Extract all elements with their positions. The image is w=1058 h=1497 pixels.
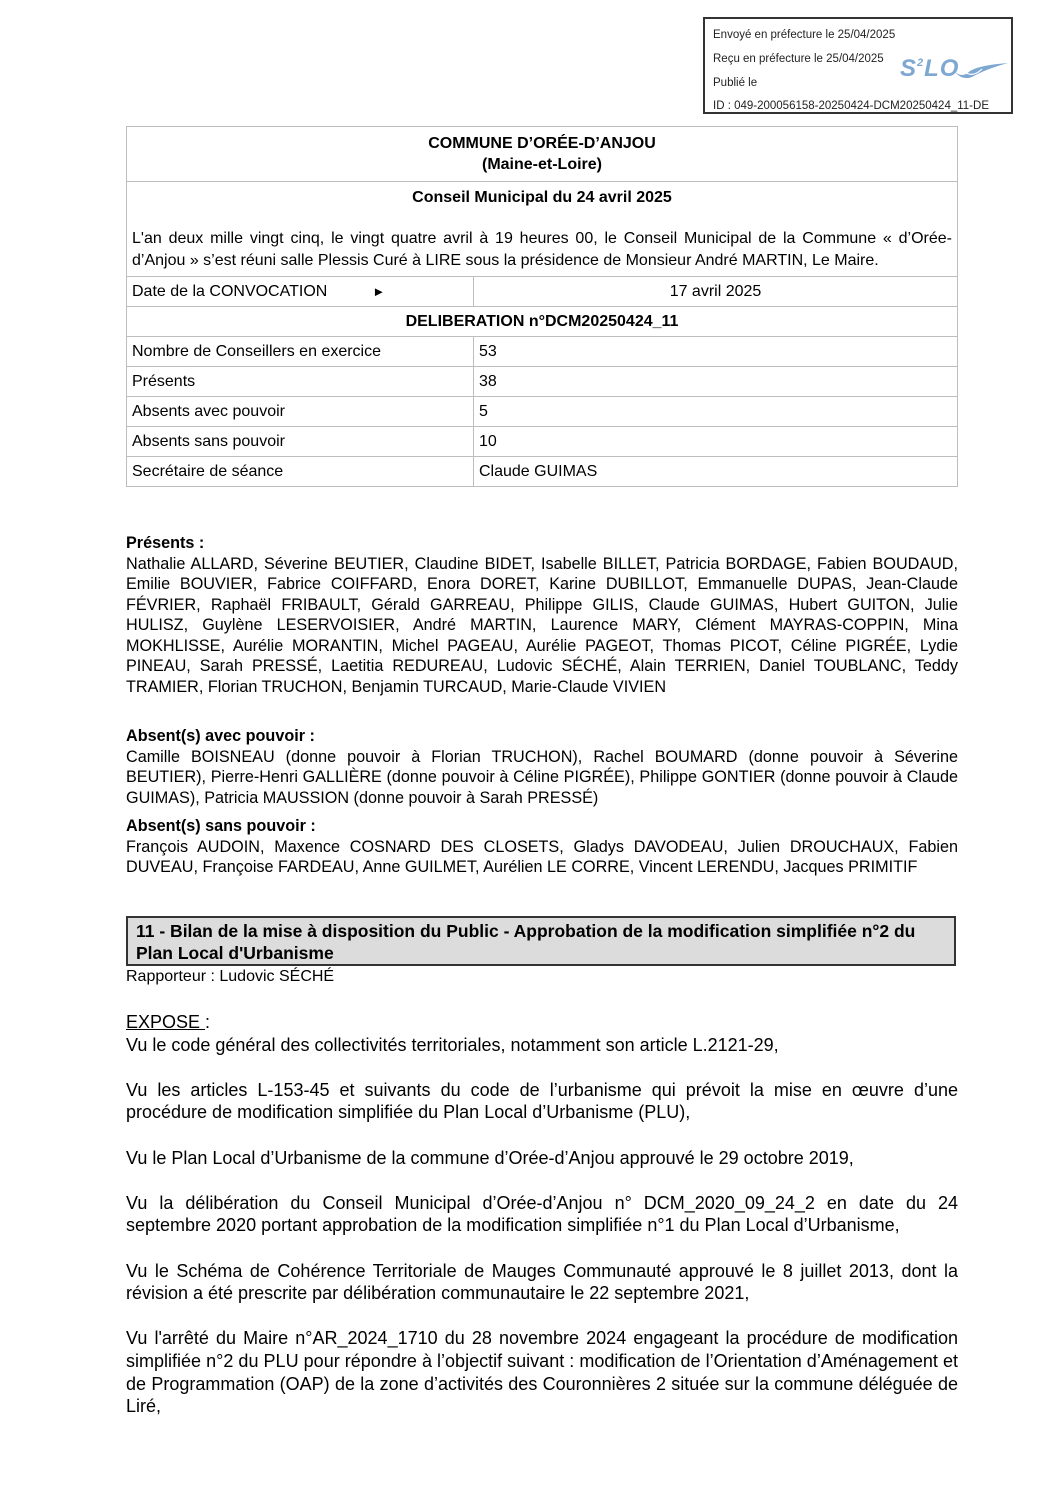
s2lo-logo-text: $S^2LO$ — [900, 55, 960, 82]
row-value: 38 — [474, 367, 958, 397]
absent-section — [126, 816, 958, 878]
department-name: (Maine-et-Loire) — [482, 156, 602, 173]
row-label: Présents — [127, 367, 474, 397]
absent-heading: Absent(s) sans pouvoir : — [126, 817, 316, 835]
present-heading: Présents : — [126, 534, 205, 552]
present-list: Nathalie ALLARD, Séverine BEUTIER, Claudine BIDET, Isabelle BILLET, Patricia BORDAGE, Fabien BOUDAUD, Emilie BOUVIER, Fabrice COIFFARD, Enora DORET, Karine DUBILLOT, Emmanuelle DUPAS, Jean-Claude FÉVRIER, Raphaël FRIBAULT, Gérald GARREAU, Philippe GILIS, Claude GUIMAS, Hubert GUITON, Julie HULISZ, Guylène LESERVOISIER, André MARTIN, Laurence MARY, Clément MAYRAS-COPPIN, Mina MOKHLISSE, Aurélie MORANTIN, Michel PAGEAU, Aurélie PAGEOT, Thomas PICOT, Céline PIGRÉE, Lydie PINEAU, Sarah PRESSÉ, Laetitia REDUREAU, Ludovic SÉCHÉ, Alain TERRIEN, Daniel TOUBLANC, Teddy TRAMIER, Florian TRUCHON, Benjamin TURCAUD, Marie-Claude VIVIEN — [126, 554, 958, 696]
present-section — [126, 533, 958, 697]
arrow-right-icon: ► — [372, 283, 386, 299]
deliberation-number: DELIBERATION n°DCM20250424_11 — [127, 307, 958, 337]
paragraph: Vu l'arrêté du Maire n°AR_2024_1710 du 28 novembre 2024 engageant la procédure de modification simplifiée n°2 du PLU pour répondre à l’objectif suivant : modification de l’Orientation d’Aménagement et de Programmation (OAP) de la zone d’activités des Couronnières 2 située sur la commune déléguée de Liré, — [126, 1328, 958, 1417]
paragraph: Vu la délibération du Conseil Municipal d’Orée-d’Anjou n° DCM_2020_09_24_2 en date du 24 septembre 2020 portant approbation de la modification simplifiée n°1 du Plan Local d’Urbanisme, — [126, 1192, 958, 1236]
paragraph: Vu les articles L-153-45 et suivants du code de l’urbanisme qui prévoit la mise en œuvre d’une procédure de modification simplifiée du Plan Local d’Urbanisme (PLU), — [126, 1079, 958, 1123]
council-title: Conseil Municipal du 24 avril 2025 — [127, 182, 958, 215]
expose-heading: EXPOSE : — [126, 1012, 211, 1032]
proxy-list: Camille BOISNEAU (donne pouvoir à Florian TRUCHON), Rachel BOUMARD (donne pouvoir à Séverine BEUTIER), Pierre-Henri GALLIÈRE (donne pouvoir à Céline PIGRÉE), Philippe GONTIER (donne pouvoir à Claude GUIMAS), Patricia MAUSSION (donne pouvoir à Sarah PRESSÉ) — [126, 747, 958, 807]
deliberation-header-table — [126, 126, 958, 487]
stamp-id: ID : 049-200056158-20250424-DCM20250424_11-DE — [713, 100, 989, 112]
convocation-label-cell — [127, 277, 474, 307]
paragraph: Vu le Plan Local d’Urbanisme de la commune d’Orée-d’Anjou approuvé le 29 octobre 2019, — [126, 1147, 854, 1168]
proxy-section — [126, 726, 958, 808]
s2lo-logo — [900, 55, 1010, 85]
stamp-received: Reçu en préfecture le 25/04/2025 — [713, 53, 884, 65]
row-value: 5 — [474, 397, 958, 427]
checkmark-swoosh-icon — [952, 61, 1010, 81]
stamp-sent: Envoyé en préfecture le 25/04/2025 — [713, 29, 896, 41]
table-row — [127, 397, 958, 427]
row-value: 53 — [474, 337, 958, 367]
stamp-published: Publié le — [713, 77, 758, 89]
agenda-item-title: 11 - Bilan de la mise à disposition du Public - Approbation de la modification simplifiée n°2 du Plan Local d'Urbanisme — [126, 916, 956, 966]
row-value: Claude GUIMAS — [474, 457, 958, 487]
row-label: Secrétaire de séance — [127, 457, 474, 487]
intro-paragraph: L'an deux mille vingt cinq, le vingt quatre avril à 19 heures 00, le Conseil Municipal de la Commune « d’Orée-d’Anjou » s’est réuni salle Plessis Curé à LIRE sous la présidence de Monsieur André MARTIN, Le Maire. — [127, 214, 958, 277]
row-label: Absents avec pouvoir — [127, 397, 474, 427]
rapporteur: Rapporteur : Ludovic SÉCHÉ — [126, 968, 335, 985]
commune-name: COMMUNE D’ORÉE-D’ANJOU — [428, 135, 656, 152]
table-row — [127, 367, 958, 397]
deliberation-body — [126, 1011, 958, 1440]
row-value: 10 — [474, 427, 958, 457]
commune-title-cell — [127, 127, 958, 182]
convocation-date: 17 avril 2025 — [474, 277, 958, 307]
row-label: Nombre de Conseillers en exercice — [127, 337, 474, 367]
proxy-heading: Absent(s) avec pouvoir : — [126, 727, 315, 745]
expose-label: EXPOSE — [126, 1012, 206, 1032]
table-row — [127, 427, 958, 457]
paragraph: Vu le Schéma de Cohérence Territoriale de Mauges Communauté approuvé le 8 juillet 2013, dont la révision a été prescrite par délibération communautaire le 22 septembre 2021, — [126, 1260, 958, 1304]
row-label: Absents sans pouvoir — [127, 427, 474, 457]
convocation-label: Date de la CONVOCATION — [132, 282, 328, 300]
table-row — [127, 457, 958, 487]
table-row — [127, 337, 958, 367]
prefecture-stamp — [703, 17, 1013, 114]
paragraph: Vu le code général des collectivités territoriales, notamment son article L.2121-29, — [126, 1034, 779, 1055]
absent-list: François AUDOIN, Maxence COSNARD DES CLOSETS, Gladys DAVODEAU, Julien DROUCHAUX, Fabien DUVEAU, Françoise FARDEAU, Anne GUILMET, Aurélien LE CORRE, Vincent LERENDU, Jacques PRIMITIF — [126, 837, 958, 876]
